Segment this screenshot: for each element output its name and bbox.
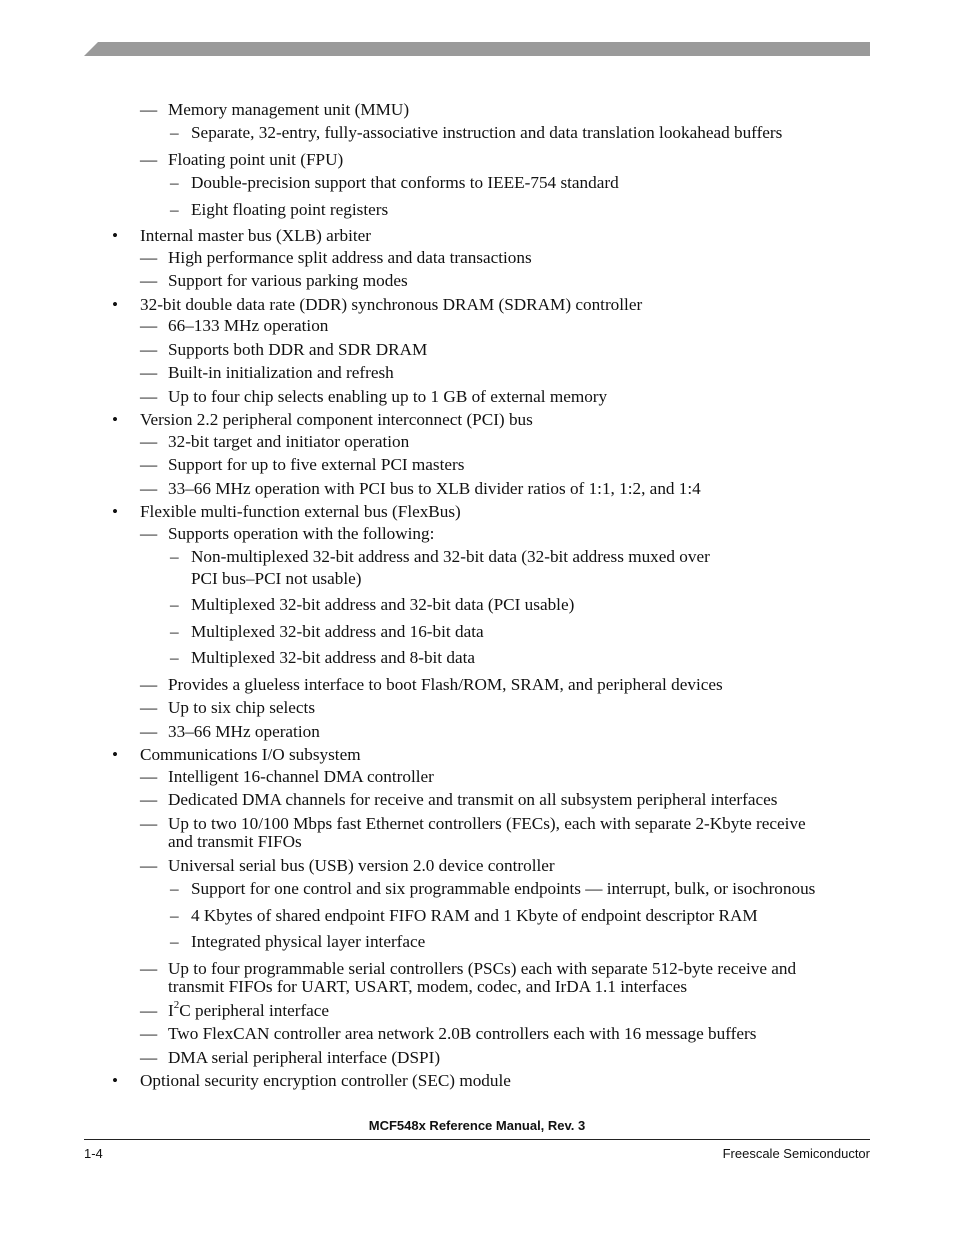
list-item-text: Non-multiplexed 32-bit address and 32-bit data (32-bit address muxed over: [191, 547, 710, 566]
dash-marker: —: [140, 150, 158, 169]
dash-marker: —: [140, 959, 158, 978]
endash-marker: –: [170, 879, 179, 898]
list-item-text: DMA serial peripheral interface (DSPI): [168, 1048, 441, 1067]
dash-marker: —: [140, 1001, 158, 1020]
endash-marker: –: [170, 123, 179, 142]
dash-marker: —: [140, 698, 158, 717]
list-item-text: Eight floating point registers: [191, 200, 389, 219]
endash-marker: –: [170, 622, 179, 641]
endash-marker: –: [170, 932, 179, 951]
i2c-superscript: 2: [173, 999, 180, 1012]
dash-marker: —: [140, 675, 158, 694]
list-item-text: High performance split address and data transactions: [168, 248, 532, 267]
endash-marker: –: [170, 648, 179, 667]
list-item-text: 66–133 MHz operation: [168, 316, 329, 335]
list-item-text: Integrated physical layer interface: [191, 932, 426, 951]
list-item-text: Memory management unit (MMU): [168, 100, 410, 119]
footer-document-title: MCF548x Reference Manual, Rev. 3: [368, 1118, 586, 1133]
endash-marker: –: [170, 547, 179, 566]
dash-marker: —: [140, 340, 158, 359]
list-item-text: Supports operation with the following:: [168, 524, 435, 543]
i2c-prefix: I: [168, 1001, 174, 1020]
list-item-text-i2c: [168, 1001, 329, 1021]
dash-marker: —: [140, 1024, 158, 1043]
list-item-text: Universal serial bus (USB) version 2.0 device controller: [168, 856, 555, 875]
dash-marker: —: [140, 316, 158, 335]
company-name: Freescale Semiconductor: [722, 1146, 870, 1161]
dash-marker: —: [140, 767, 158, 786]
dash-marker: —: [140, 100, 158, 119]
list-item-text-continuation: PCI bus–PCI not usable): [191, 569, 362, 588]
list-item-text: 4 Kbytes of shared endpoint FIFO RAM and 1 Kbyte of endpoint descriptor RAM: [191, 906, 758, 925]
list-item-text: Provides a glueless interface to boot Flash/ROM, SRAM, and peripheral devices: [168, 675, 723, 694]
list-item-text: Floating point unit (FPU): [168, 150, 344, 169]
list-item-text: 32-bit double data rate (DDR) synchronous DRAM (SDRAM) controller: [140, 295, 643, 314]
list-item-text: Flexible multi-function external bus (FlexBus): [140, 502, 461, 521]
dash-marker: —: [140, 856, 158, 875]
list-item-text: Separate, 32-entry, fully-associative instruction and data translation lookahead buffers: [191, 123, 783, 142]
dash-marker: —: [140, 1048, 158, 1067]
dash-marker: —: [140, 455, 158, 474]
endash-marker: –: [170, 906, 179, 925]
list-item-text: Up to six chip selects: [168, 698, 316, 717]
bullet-marker: •: [112, 502, 119, 521]
list-item-text: Up to four programmable serial controllers (PSCs) each with separate 512-byte receive and: [168, 959, 797, 978]
list-item-text: 33–66 MHz operation with PCI bus to XLB divider ratios of 1:1, 1:2, and 1:4: [168, 479, 701, 498]
list-item-text-continuation: transmit FIFOs for UART, USART, modem, codec, and IrDA 1.1 interfaces: [168, 977, 688, 996]
bullet-marker: •: [112, 295, 119, 314]
bullet-marker: •: [112, 745, 119, 764]
list-item-text: Multiplexed 32-bit address and 32-bit data (PCI usable): [191, 595, 575, 614]
list-item-text: Intelligent 16-channel DMA controller: [168, 767, 434, 786]
list-item-text: Version 2.2 peripheral component interconnect (PCI) bus: [140, 410, 533, 429]
list-item-text: Built-in initialization and refresh: [168, 363, 394, 382]
list-item-text: Dedicated DMA channels for receive and transmit on all subsystem peripheral interfaces: [168, 790, 778, 809]
list-item-text: Multiplexed 32-bit address and 8-bit data: [191, 648, 476, 667]
bullet-marker: •: [112, 226, 119, 245]
dash-marker: —: [140, 387, 158, 406]
endash-marker: –: [170, 173, 179, 192]
dash-marker: —: [140, 814, 158, 833]
list-item-text: 32-bit target and initiator operation: [168, 432, 410, 451]
bullet-marker: •: [112, 1071, 119, 1090]
header-bar: [84, 42, 870, 56]
page-number: 1-4: [84, 1146, 103, 1161]
list-item-text: Support for one control and six programmable endpoints — interrupt, bulk, or isochronous: [191, 879, 816, 898]
list-item-text: Up to two 10/100 Mbps fast Ethernet controllers (FECs), each with separate 2-Kbyte receive: [168, 814, 806, 833]
footer-divider: [84, 1139, 870, 1140]
i2c-suffix: C peripheral interface: [179, 1001, 330, 1020]
endash-marker: –: [170, 595, 179, 614]
list-item-text: Double-precision support that conforms to IEEE-754 standard: [191, 173, 619, 192]
list-item-text: 33–66 MHz operation: [168, 722, 320, 741]
list-item-text: Communications I/O subsystem: [140, 745, 361, 764]
dash-marker: —: [140, 363, 158, 382]
endash-marker: –: [170, 200, 179, 219]
dash-marker: —: [140, 722, 158, 741]
list-item-text: Internal master bus (XLB) arbiter: [140, 226, 371, 245]
list-item-text: Optional security encryption controller (SEC) module: [140, 1071, 511, 1090]
list-item-text: Support for various parking modes: [168, 271, 408, 290]
dash-marker: —: [140, 524, 158, 543]
dash-marker: —: [140, 248, 158, 267]
list-item-text: Supports both DDR and SDR DRAM: [168, 340, 428, 359]
list-item-text: Support for up to five external PCI masters: [168, 455, 465, 474]
dash-marker: —: [140, 479, 158, 498]
dash-marker: —: [140, 271, 158, 290]
bullet-marker: •: [112, 410, 119, 429]
dash-marker: —: [140, 432, 158, 451]
list-item-text: Two FlexCAN controller area network 2.0B controllers each with 16 message buffers: [168, 1024, 757, 1043]
list-item-text-continuation: and transmit FIFOs: [168, 832, 302, 851]
list-item-text: Multiplexed 32-bit address and 16-bit data: [191, 622, 484, 641]
list-item-text: Up to four chip selects enabling up to 1 GB of external memory: [168, 387, 608, 406]
dash-marker: —: [140, 790, 158, 809]
